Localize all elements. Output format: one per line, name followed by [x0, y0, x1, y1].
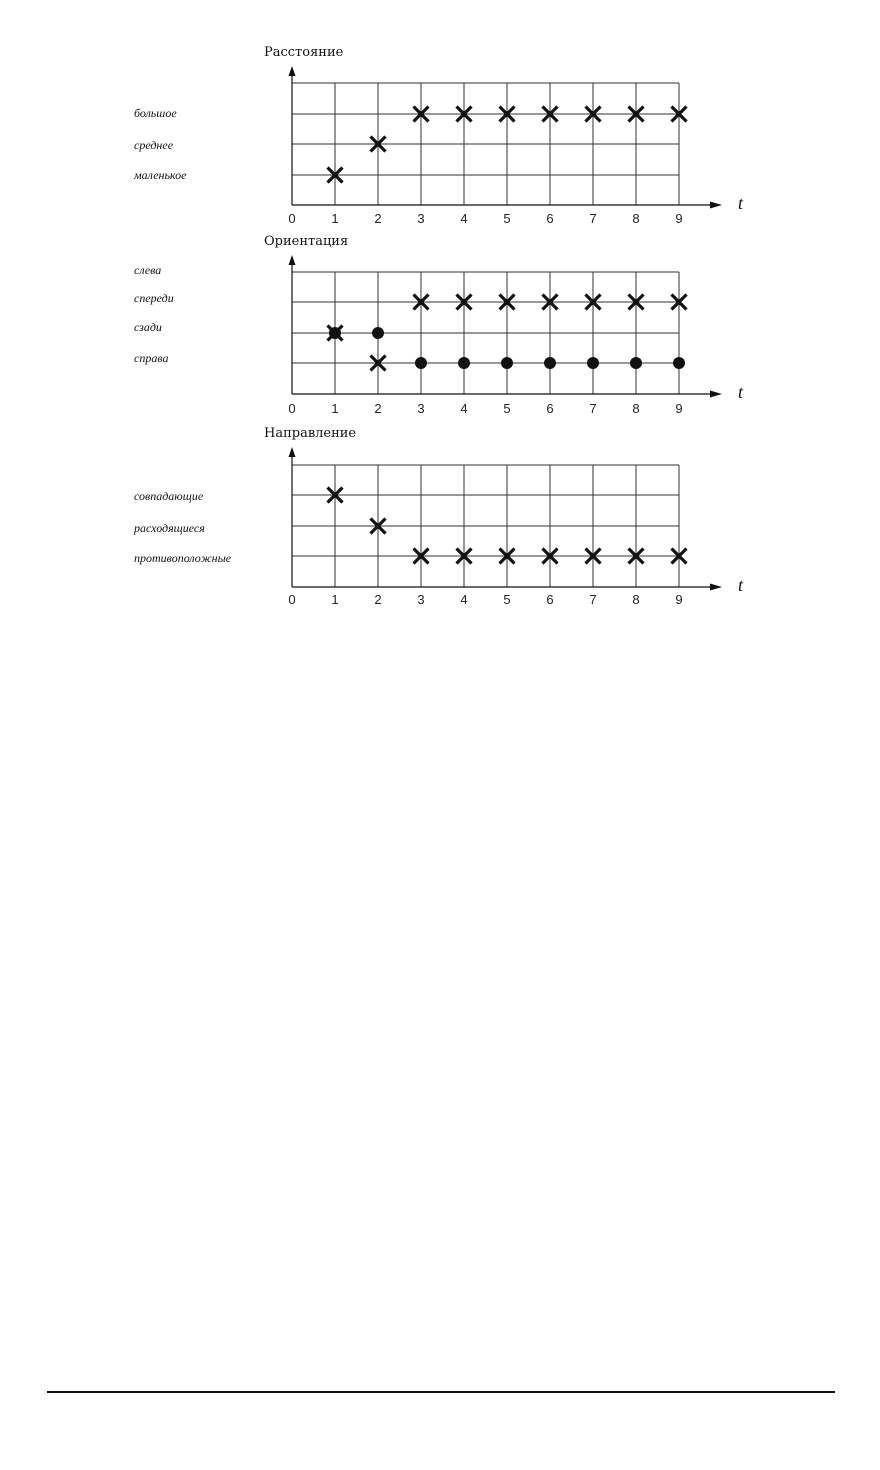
- chart-2: [134, 234, 744, 416]
- x-tick-label: 7: [589, 592, 597, 607]
- category-label: сзади: [134, 320, 162, 334]
- x-axis-label: t: [738, 382, 744, 402]
- data-point-dot: [501, 357, 513, 369]
- x-axis-label: t: [738, 575, 744, 595]
- x-tick-label: 0: [288, 211, 296, 226]
- chart-title: Направление: [264, 426, 357, 441]
- x-tick-label: 8: [632, 592, 640, 607]
- category-label: среднее: [134, 138, 174, 152]
- x-tick-label: 5: [503, 401, 511, 416]
- x-tick-label: 7: [589, 211, 597, 226]
- x-tick-label: 3: [417, 592, 425, 607]
- category-label: большое: [134, 106, 177, 120]
- y-axis-arrow: [289, 255, 296, 265]
- x-tick-label: 6: [546, 401, 554, 416]
- data-point-dot: [673, 357, 685, 369]
- chart-3: [133, 426, 744, 607]
- x-axis-label: t: [738, 193, 744, 213]
- category-label: справа: [134, 351, 169, 365]
- chart-title: Расстояние: [264, 45, 344, 60]
- x-tick-label: 1: [331, 401, 339, 416]
- category-label: противоположные: [134, 551, 232, 565]
- x-tick-label: 2: [374, 211, 382, 226]
- x-tick-label: 4: [460, 211, 468, 226]
- footer-rule: [47, 1391, 835, 1393]
- x-tick-label: 7: [589, 401, 597, 416]
- chart-1: [133, 45, 744, 226]
- x-tick-label: 0: [288, 401, 296, 416]
- x-tick-label: 2: [374, 592, 382, 607]
- x-tick-label: 0: [288, 592, 296, 607]
- data-point-dot: [630, 357, 642, 369]
- data-point-dot: [458, 357, 470, 369]
- data-point-dot: [415, 357, 427, 369]
- data-point-dot: [587, 357, 599, 369]
- x-tick-label: 4: [460, 401, 468, 416]
- x-tick-label: 1: [331, 592, 339, 607]
- data-point-dot: [329, 327, 341, 339]
- x-tick-label: 1: [331, 211, 339, 226]
- x-axis-arrow: [710, 391, 722, 398]
- y-axis-arrow: [289, 447, 296, 457]
- category-label: маленькое: [134, 168, 187, 182]
- x-axis-arrow: [710, 202, 722, 209]
- x-tick-label: 9: [675, 401, 683, 416]
- x-axis-arrow: [710, 584, 722, 591]
- category-label: расходящиеся: [134, 521, 205, 535]
- x-tick-label: 5: [503, 211, 511, 226]
- x-tick-label: 6: [546, 211, 554, 226]
- x-tick-label: 3: [417, 211, 425, 226]
- x-tick-label: 9: [675, 592, 683, 607]
- category-label: слева: [134, 263, 162, 277]
- x-tick-label: 5: [503, 592, 511, 607]
- x-tick-label: 2: [374, 401, 382, 416]
- data-point-dot: [372, 327, 384, 339]
- category-label: спереди: [134, 291, 174, 305]
- x-tick-label: 8: [632, 211, 640, 226]
- x-tick-label: 3: [417, 401, 425, 416]
- chart-title: Ориентация: [264, 234, 349, 249]
- category-label: совпадающие: [134, 489, 204, 503]
- x-tick-label: 8: [632, 401, 640, 416]
- data-point-dot: [544, 357, 556, 369]
- x-tick-label: 4: [460, 592, 468, 607]
- x-tick-label: 6: [546, 592, 554, 607]
- y-axis-arrow: [289, 66, 296, 76]
- x-tick-label: 9: [675, 211, 683, 226]
